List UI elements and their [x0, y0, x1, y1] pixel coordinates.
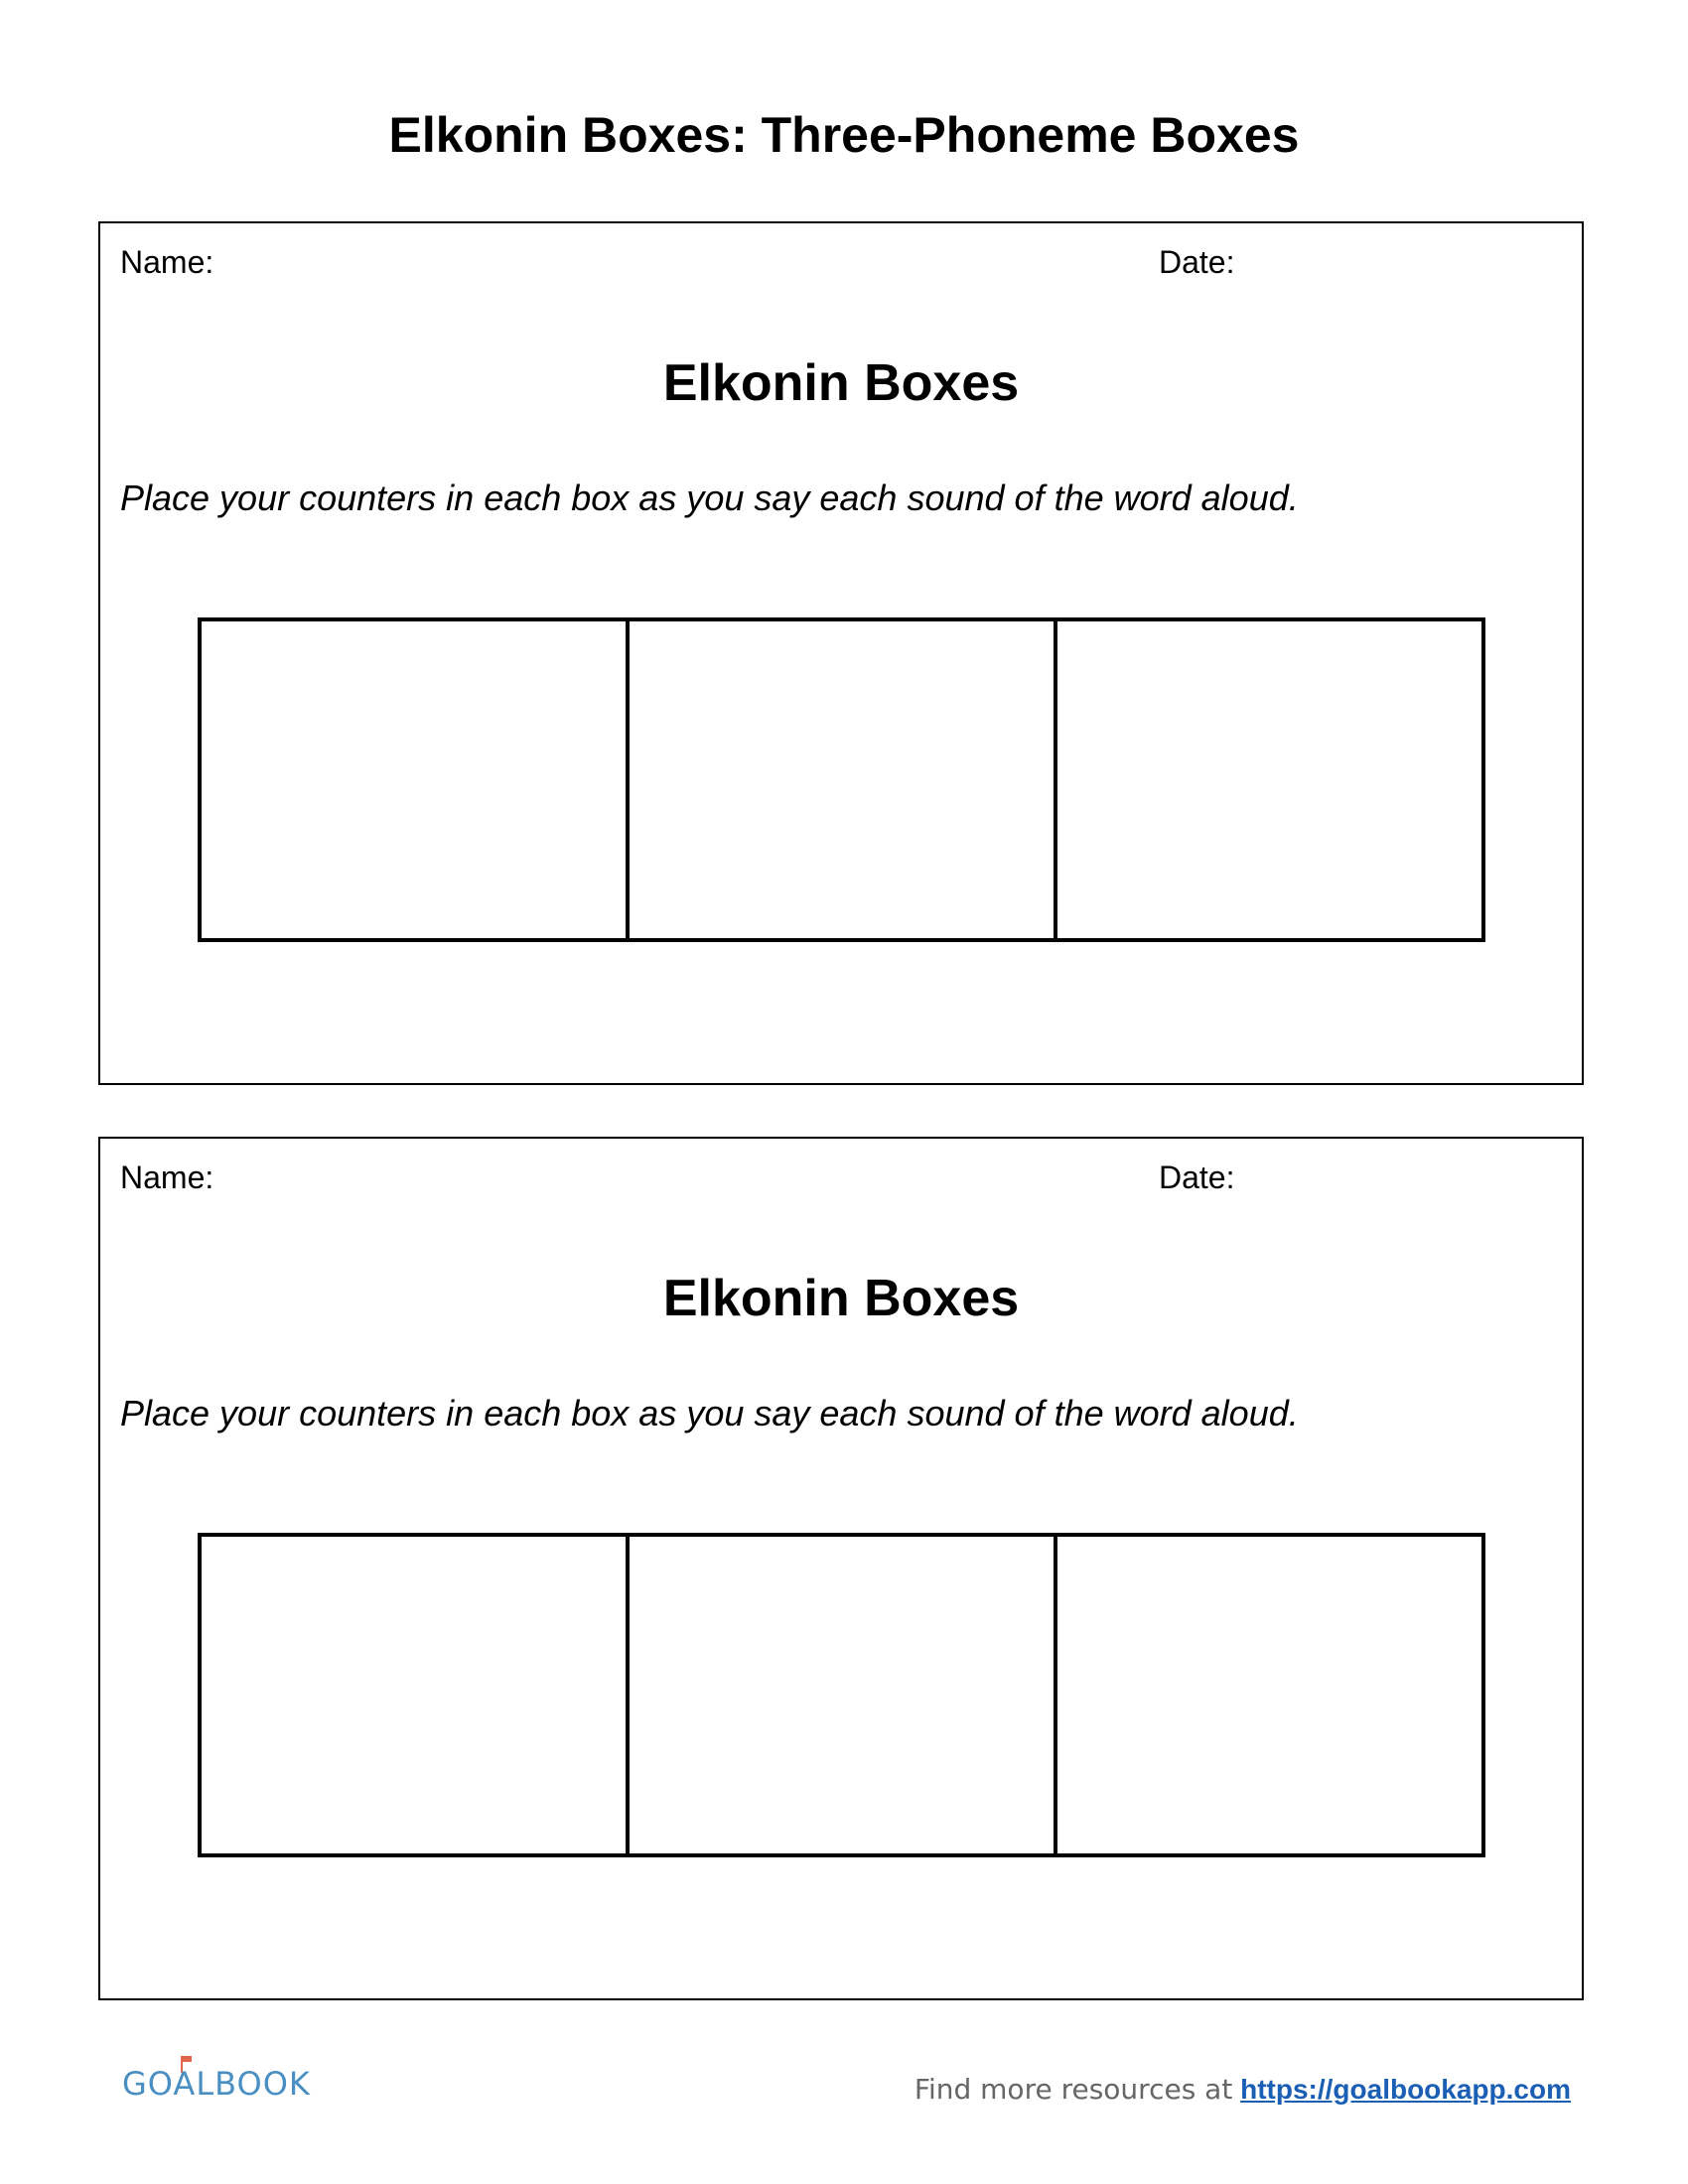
- elkonin-boxes-row: [198, 1533, 1485, 1857]
- phoneme-box-2: [626, 1537, 1054, 1853]
- footer-resources: [914, 2073, 1571, 2107]
- goalbook-logo: [122, 2055, 311, 2115]
- worksheet-card: [98, 1137, 1584, 2000]
- footer-resources-text: Find more resources at: [914, 2073, 1233, 2106]
- phoneme-box-2: [626, 621, 1054, 938]
- logo-text: GOALBOOK: [122, 2065, 311, 2103]
- instructions-text: Place your counters in each box as you say each sound of the word aloud.: [120, 1393, 1299, 1433]
- page-title: Elkonin Boxes: Three-Phoneme Boxes: [388, 107, 1300, 163]
- goalbook-link[interactable]: https://goalbookapp.com: [1240, 2074, 1571, 2105]
- phoneme-box-1: [202, 621, 626, 938]
- instructions-text: Place your counters in each box as you say each sound of the word aloud.: [120, 478, 1299, 518]
- phoneme-box-1: [202, 1537, 626, 1853]
- name-label: Name:: [120, 244, 214, 280]
- elkonin-boxes-row: [198, 617, 1485, 942]
- worksheet-card: [98, 221, 1584, 1085]
- card-title: Elkonin Boxes: [662, 1270, 1020, 1327]
- card-title: Elkonin Boxes: [662, 354, 1020, 412]
- name-label: Name:: [120, 1160, 214, 1195]
- date-label: Date:: [1159, 1160, 1235, 1195]
- date-label: Date:: [1159, 244, 1235, 280]
- phoneme-box-3: [1054, 621, 1481, 938]
- phoneme-box-3: [1054, 1537, 1481, 1853]
